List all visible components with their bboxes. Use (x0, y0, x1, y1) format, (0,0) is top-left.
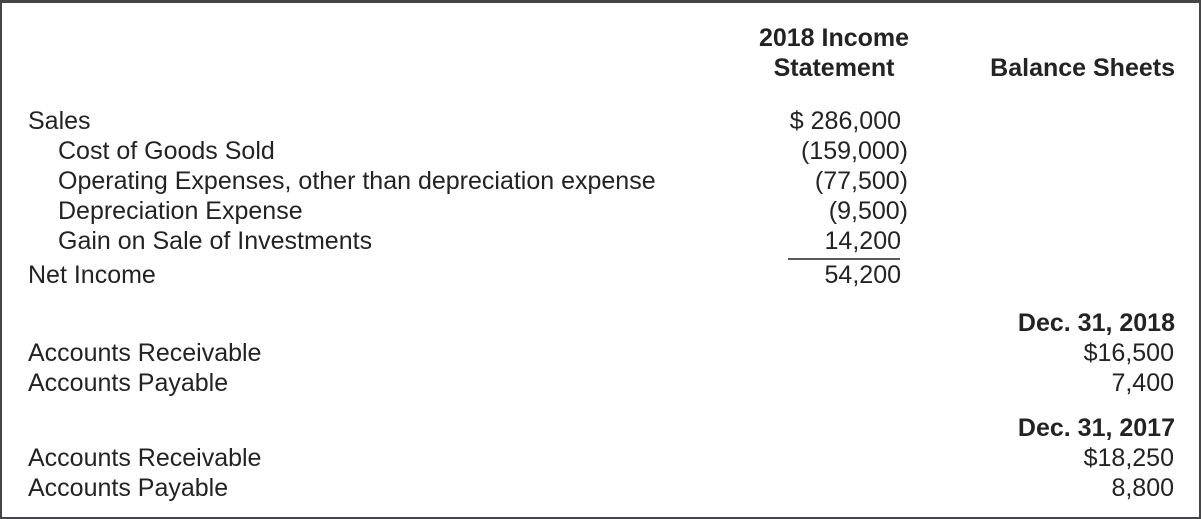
balance-sheet-date-2018: Dec. 31, 2018 (1017, 309, 1175, 337)
row-label: Cost of Goods Sold (58, 137, 275, 165)
row-amount: (77,500) (814, 167, 908, 195)
balance-sheets-column-header: Balance Sheets (990, 54, 1175, 82)
net-income-amount: 54,200 (824, 261, 901, 289)
row-accounts-receivable-2017 (2, 443, 1199, 473)
row-amount: (159,000) (800, 137, 908, 165)
income-statement-column-header: 2018 Income Statement (758, 24, 910, 82)
row-label: Accounts Receivable (28, 444, 262, 472)
row-amount: $16,500 (1083, 339, 1174, 367)
row-amount: (9,500) (828, 197, 908, 225)
row-label: Accounts Payable (28, 369, 229, 397)
row-amount: $ 286,000 (789, 107, 901, 135)
row-label: Net Income (28, 261, 156, 289)
row-accounts-payable-2018 (2, 368, 1199, 398)
row-amount: $18,250 (1083, 444, 1174, 472)
balance-sheet-date-2017: Dec. 31, 2017 (1017, 414, 1175, 442)
row-label: Accounts Payable (28, 474, 229, 502)
row-label: Accounts Receivable (28, 339, 262, 367)
row-amount: 7,400 (1111, 369, 1174, 397)
row-label: Operating Expenses, other than depreciation expense (58, 167, 656, 195)
row-label: Depreciation Expense (58, 197, 303, 225)
row-amount: 8,800 (1111, 474, 1174, 502)
row-operating-expenses (2, 166, 1199, 196)
row-cost-of-goods-sold (2, 136, 1199, 166)
row-gain-on-sale-of-investments (2, 226, 1199, 256)
row-label: Gain on Sale of Investments (58, 227, 373, 255)
row-sales (2, 106, 1199, 136)
row-depreciation-expense (2, 196, 1199, 226)
row-label: Sales (28, 107, 91, 135)
row-net-income (2, 260, 1199, 290)
row-accounts-payable-2017 (2, 473, 1199, 503)
row-amount: 14,200 (824, 227, 901, 255)
row-accounts-receivable-2018 (2, 338, 1199, 368)
